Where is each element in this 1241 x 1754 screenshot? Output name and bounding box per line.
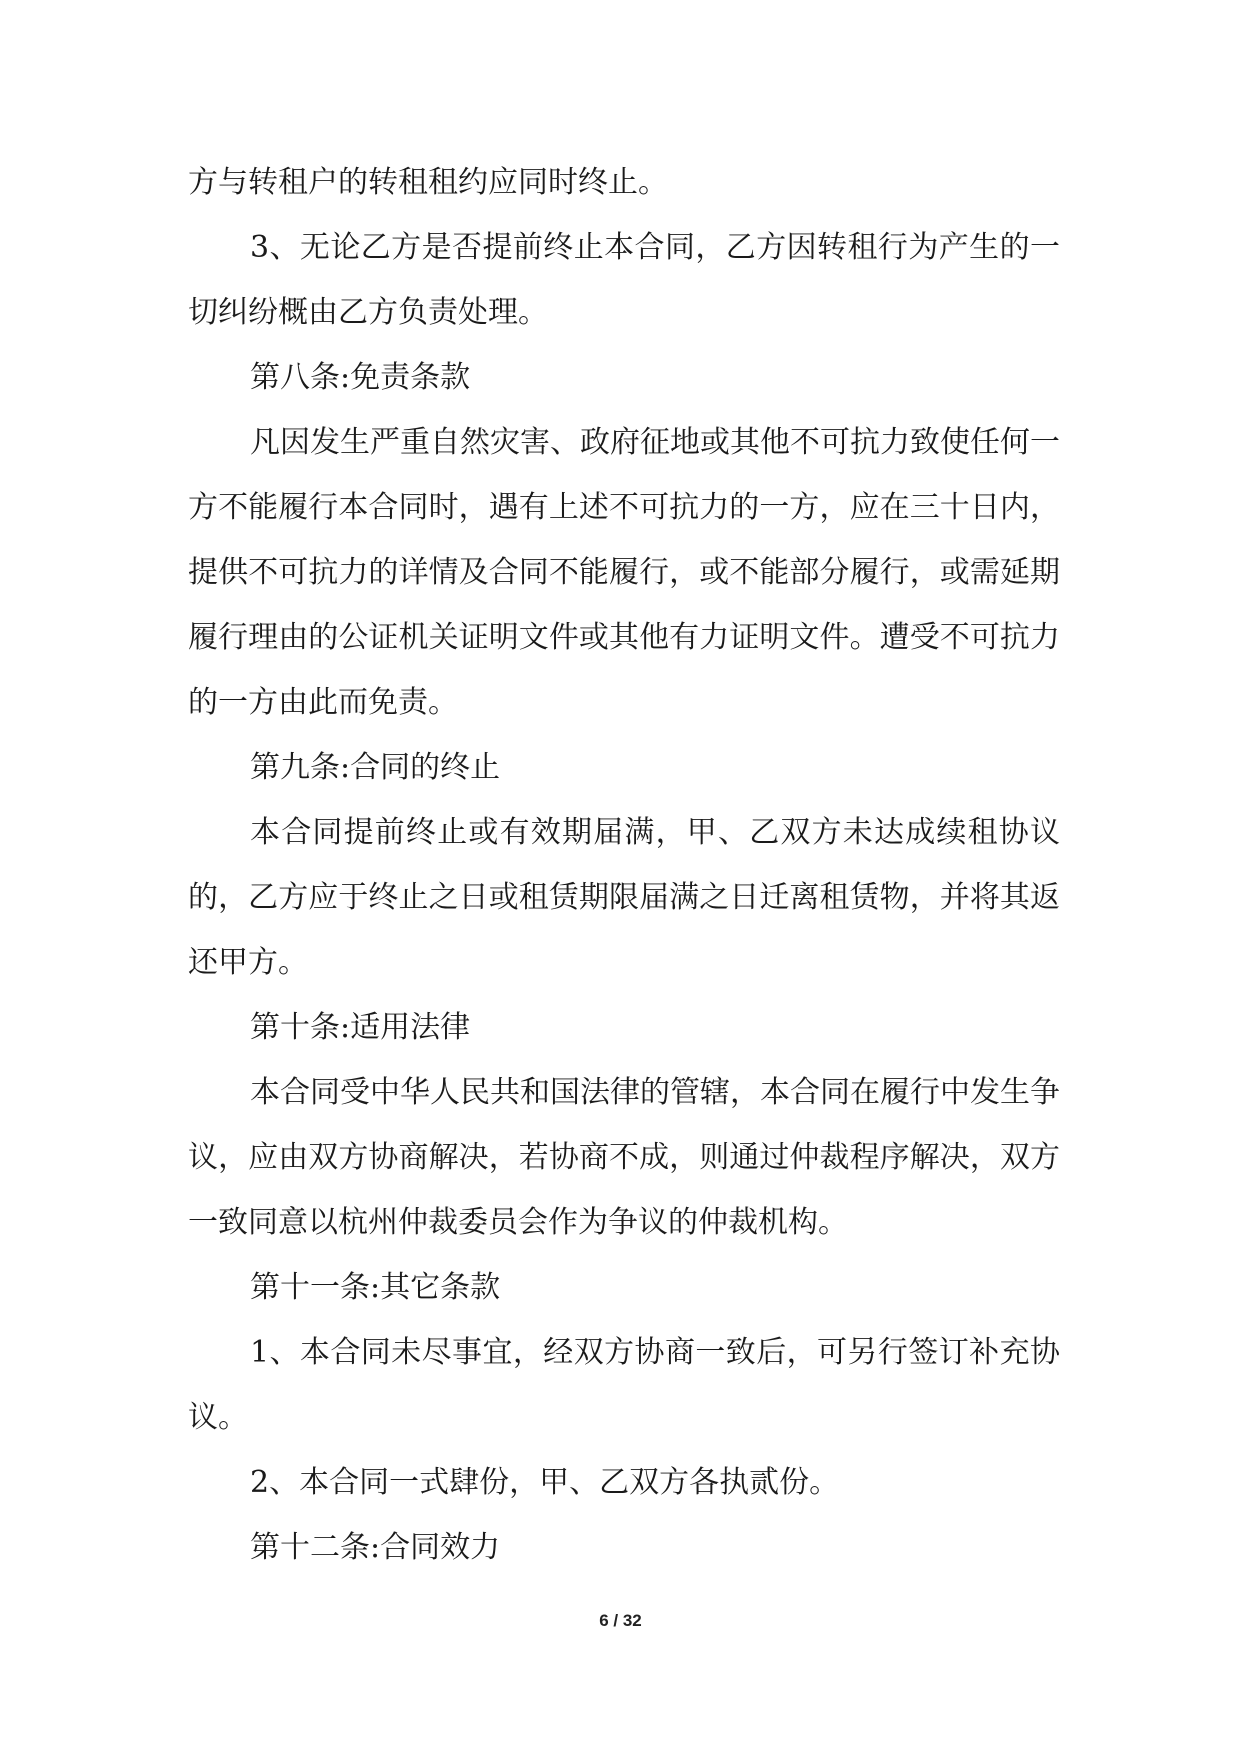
paragraph-continuation: 方与转租户的转租租约应同时终止。 (188, 165, 668, 200)
paragraph-clause-item: 2、本合同一式肆份，甲、乙双方各执贰份。 (250, 1465, 840, 1500)
article-heading: 第十二条:合同效力 (250, 1530, 501, 1565)
page-number: 6 / 32 (599, 1611, 642, 1630)
article-heading: 第八条:免责条款 (250, 360, 471, 395)
paragraph-body: 凡因发生严重自然灾害、政府征地或其他不可抗力致使任何一方不能履行本合同时，遇有上述不可抗力的一方，应在三十日内，提供不可抗力的详情及合同不能履行，或不能部分履行，或需延期履行理由的公证机关证明文件或其他有力证明文件。遭受不可抗力的一方由此而免责。 (188, 425, 1060, 720)
paragraph-clause-item: 3、无论乙方是否提前终止本合同，乙方因转租行为产生的一切纠纷概由乙方负责处理。 (188, 230, 1060, 330)
article-heading: 第九条:合同的终止 (250, 750, 501, 785)
paragraph-body: 本合同受中华人民共和国法律的管辖，本合同在履行中发生争议，应由双方协商解决，若协商不成，则通过仲裁程序解决，双方一致同意以杭州仲裁委员会作为争议的仲裁机构。 (188, 1075, 1060, 1240)
article-heading: 第十一条:其它条款 (250, 1270, 501, 1305)
paragraph-body: 本合同提前终止或有效期届满，甲、乙双方未达成续租协议的，乙方应于终止之日或租赁期限届满之日迁离租赁物，并将其返还甲方。 (188, 815, 1060, 980)
article-heading: 第十条:适用法律 (250, 1010, 471, 1045)
document-body (188, 150, 1060, 1580)
paragraph-clause-item: 1、本合同未尽事宜，经双方协商一致后，可另行签订补充协议。 (188, 1335, 1060, 1435)
